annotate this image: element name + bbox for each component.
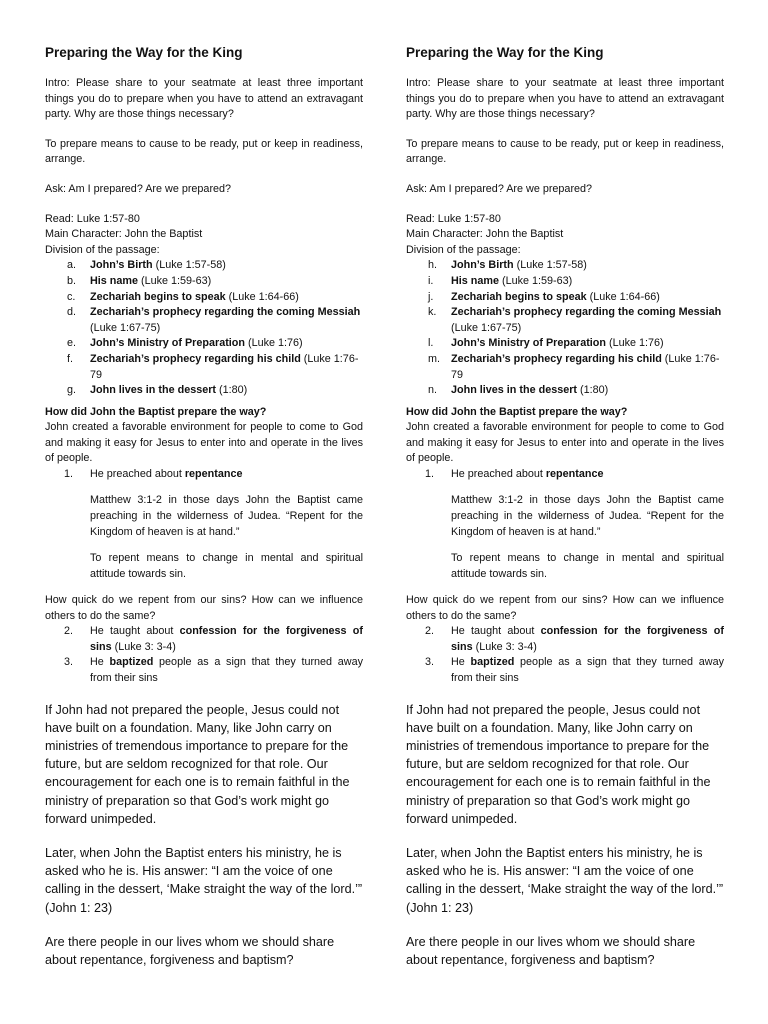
closing-paragraph-2: Later, when John the Baptist enters his ministry, he is asked who he is. His answer: “I am the voice of one calling in the dessert, ‘Make straight the way of the lord.’” (John 1: 23) [45, 846, 363, 915]
handout-title: Preparing the Way for the King [45, 45, 243, 60]
division-heading: Zechariah’s prophecy regarding his child [90, 352, 301, 365]
prepare-definition: To prepare means to cause to be ready, put or keep in readiness, arrange. [45, 137, 363, 166]
read-reference: Read: Luke 1:57-80 [406, 212, 501, 225]
handout-column-right [406, 44, 724, 985]
division-heading: John’s Birth [451, 259, 514, 272]
item-emphasis: confession for the forgiveness of sins [90, 625, 363, 653]
discussion-question: How did John the Baptist prepare the way? [406, 405, 628, 418]
item-number: 1. [425, 468, 435, 481]
intro-text: Intro: Please share to your seatmate at least three important things you do to prepare when you have to attend an extravagant party. Why are those things necessary? [406, 77, 724, 121]
division-item [45, 352, 363, 383]
item-number: 2. [425, 625, 435, 638]
division-heading: His name [451, 274, 500, 287]
division-marker: a. [67, 259, 77, 272]
division-heading: John’s Ministry of Preparation [451, 337, 606, 350]
closing-question: Are there people in our lives whom we should share about repentance, forgiveness and baptism? [45, 934, 335, 968]
main-character: Main Character: John the Baptist [45, 228, 203, 241]
division-ref: (Luke 1:57-58) [513, 259, 587, 272]
scripture-quote: Matthew 3:1-2 in those days John the Baptist came preaching in the wilderness of Judea. “Repent for the Kingdom of heaven is at hand.” [90, 494, 363, 538]
item-number: 1. [64, 468, 74, 481]
division-item [406, 352, 724, 383]
numbered-item [406, 655, 724, 686]
closing-question: Are there people in our lives whom we should share about repentance, forgiveness and baptism? [406, 934, 696, 968]
division-marker: j. [428, 290, 434, 303]
division-marker: k. [428, 306, 437, 319]
item-emphasis: repentance [184, 468, 243, 481]
division-item [406, 258, 724, 274]
division-item [45, 305, 363, 336]
division-marker: n. [428, 384, 438, 397]
division-ref: (Luke 1:67-75) [451, 321, 522, 334]
division-item [45, 290, 363, 306]
division-label: Division of the passage: [406, 243, 521, 256]
handout-column-left [45, 44, 363, 985]
answer-text: John created a favorable environment for people to come to God and making it easy for Jesus to enter into and operate in the lives of people. [45, 421, 363, 465]
division-item [45, 336, 363, 352]
division-ref: (Luke 1:64-66) [586, 290, 660, 303]
closing-paragraph-1: If John had not prepared the people, Jesus could not have built on a foundation. Many, like John carry on ministries of tremendous importance to prepare for the future, but are seldom recognized for that role. Our encouragement for each one is to remain faithful in the ministry of preparation so that God’s work might go forward unimpeded. [406, 702, 711, 826]
division-marker: i. [428, 274, 434, 287]
division-list [406, 258, 724, 398]
numbered-item [45, 655, 363, 686]
answer-text: John created a favorable environment for people to come to God and making it easy for Jesus to enter into and operate in the lives of people. [406, 421, 724, 465]
repent-definition: To repent means to change in mental and spiritual attitude towards sin. [90, 552, 363, 580]
division-heading: John’s Birth [90, 259, 153, 272]
division-marker: c. [67, 290, 76, 303]
division-marker: d. [67, 306, 77, 319]
division-heading: His name [90, 274, 139, 287]
division-item [406, 290, 724, 306]
division-heading: Zechariah’s prophecy regarding his child [451, 352, 662, 365]
handout-title: Preparing the Way for the King [406, 45, 604, 60]
item-text: He [451, 656, 471, 669]
division-list [45, 258, 363, 398]
item-rest: people as a sign that they turned away from their sins [90, 656, 363, 684]
division-item [406, 383, 724, 399]
item-emphasis: repentance [545, 468, 604, 481]
numbered-item [45, 467, 363, 483]
item-rest: people as a sign that they turned away from their sins [451, 656, 724, 684]
division-ref: (Luke 1:59-63) [138, 274, 212, 287]
discussion-question: How did John the Baptist prepare the way? [45, 405, 267, 418]
division-marker: f. [67, 352, 73, 365]
numbered-item [406, 467, 724, 483]
division-marker: g. [67, 384, 77, 397]
main-character: Main Character: John the Baptist [406, 228, 564, 241]
ask-question: Ask: Am I prepared? Are we prepared? [45, 182, 232, 195]
item-text: He [90, 656, 110, 669]
item-ref: (Luke 3: 3-4) [111, 640, 176, 653]
division-marker: e. [67, 337, 77, 350]
division-ref: (Luke 1:76) [605, 337, 664, 350]
division-item [45, 383, 363, 399]
division-marker: b. [67, 274, 77, 287]
division-ref: (1:80) [577, 384, 609, 397]
ask-question: Ask: Am I prepared? Are we prepared? [406, 182, 593, 195]
item-emphasis: confession for the forgiveness of sins [451, 625, 724, 653]
division-ref: (Luke 1:76-79 [451, 352, 720, 381]
item-number: 3. [425, 656, 435, 669]
division-item [406, 305, 724, 336]
repent-definition: To repent means to change in mental and spiritual attitude towards sin. [451, 552, 724, 580]
division-item [45, 258, 363, 274]
division-heading: John lives in the dessert [451, 384, 578, 397]
reflection-question: How quick do we repent from our sins? How can we influence others to do the same? [45, 594, 363, 622]
division-heading: Zechariah’s prophecy regarding the coming Messiah [90, 306, 361, 319]
division-ref: (Luke 1:64-66) [225, 290, 299, 303]
item-emphasis: baptized [109, 656, 154, 669]
division-heading: Zechariah begins to speak [451, 290, 587, 303]
item-text: He preached about [90, 468, 185, 481]
division-heading: John’s Ministry of Preparation [90, 337, 245, 350]
division-marker: l. [428, 337, 434, 350]
division-ref: (Luke 1:57-58) [152, 259, 226, 272]
item-text: He preached about [451, 468, 546, 481]
division-item [406, 336, 724, 352]
item-emphasis: baptized [470, 656, 515, 669]
division-item [406, 274, 724, 290]
scripture-quote: Matthew 3:1-2 in those days John the Baptist came preaching in the wilderness of Judea. “Repent for the Kingdom of heaven is at hand.” [451, 494, 724, 538]
division-ref: (Luke 1:76-79 [90, 352, 359, 381]
division-label: Division of the passage: [45, 243, 160, 256]
division-ref: (Luke 1:67-75) [90, 321, 161, 334]
closing-paragraph-2: Later, when John the Baptist enters his ministry, he is asked who he is. His answer: “I am the voice of one calling in the dessert, ‘Make straight the way of the lord.’” (John 1: 23) [406, 846, 724, 915]
read-reference: Read: Luke 1:57-80 [45, 212, 140, 225]
reflection-question: How quick do we repent from our sins? How can we influence others to do the same? [406, 594, 724, 622]
item-number: 2. [64, 625, 74, 638]
closing-paragraph-1: If John had not prepared the people, Jesus could not have built on a foundation. Many, like John carry on ministries of tremendous importance to prepare for the future, but are seldom recognized for that role. Our encouragement for each one is to remain faithful in the ministry of preparation so that God’s work might go forward unimpeded. [45, 702, 350, 826]
division-ref: (Luke 1:59-63) [499, 274, 573, 287]
division-marker: m. [428, 352, 440, 365]
item-text: He taught about [451, 625, 541, 638]
item-text: He taught about [90, 625, 180, 638]
division-item [45, 274, 363, 290]
division-heading: John lives in the dessert [90, 384, 217, 397]
numbered-item [45, 624, 363, 655]
prepare-definition: To prepare means to cause to be ready, put or keep in readiness, arrange. [406, 137, 724, 166]
division-heading: Zechariah begins to speak [90, 290, 226, 303]
numbered-item [406, 624, 724, 655]
division-ref: (Luke 1:76) [244, 337, 303, 350]
intro-text: Intro: Please share to your seatmate at least three important things you do to prepare when you have to attend an extravagant party. Why are those things necessary? [45, 77, 363, 121]
division-marker: h. [428, 259, 438, 272]
division-heading: Zechariah’s prophecy regarding the coming Messiah [451, 306, 722, 319]
division-ref: (1:80) [216, 384, 248, 397]
item-ref: (Luke 3: 3-4) [472, 640, 537, 653]
item-number: 3. [64, 656, 74, 669]
